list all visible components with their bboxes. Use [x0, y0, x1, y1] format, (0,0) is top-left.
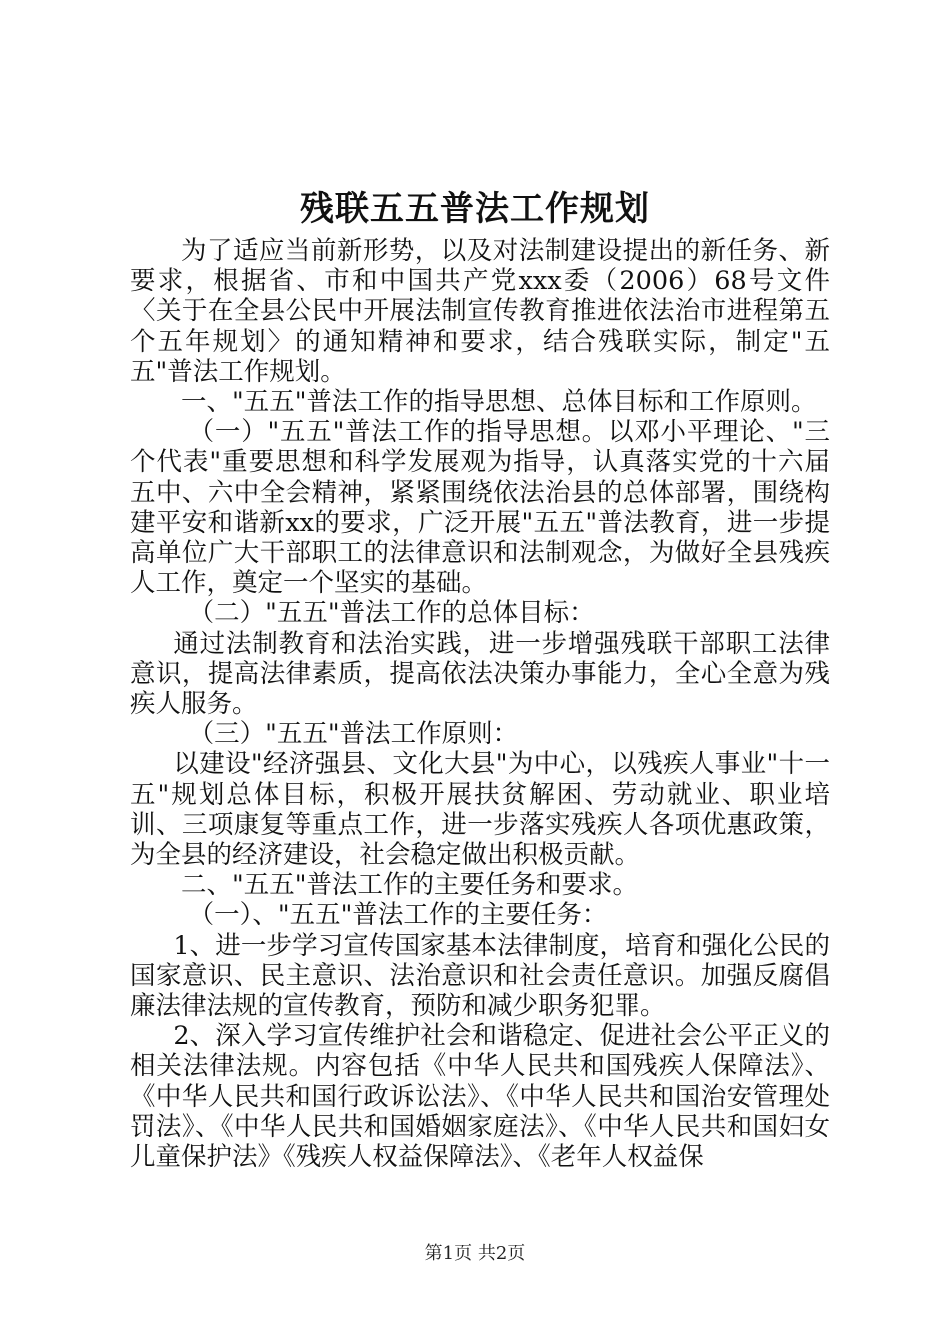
paragraph-intro: 为了适应当前新形势，以及对法制建设提出的新任务、新要求，根据省、市和中国共产党xxx委（2006）68号文件〈关于在全县公民中开展法制宣传教育推进依法治市进程第五个五年规划〉的通知精神和要求，结合残联实际，制定"五五"普法工作规划。 — [130, 236, 830, 387]
paragraph-task-1: 1、进一步学习宣传国家基本法律制度，培育和强化公民的国家意识、民主意识、法治意识和社会责任意识。加强反腐倡廉法律法规的宣传教育，预防和减少职务犯罪。 — [130, 930, 830, 1022]
paragraph-task-2: 2、深入学习宣传维护社会和谐稳定、促进社会公平正义的相关法律法规。内容包括《中华人民共和国残疾人保障法》、《中华人民共和国行政诉讼法》、《中华人民共和国治安管理处罚法》、《中华人民共和国婚姻家庭法》、《中华人民共和国妇女儿童保护法》《残疾人权益保障法》、《老年人权益保 — [130, 1021, 830, 1173]
paragraph-work-principles: 以建设"经济强县、文化大县"为中心，以残疾人事业"十一五"规划总体目标，积极开展扶贫解困、劳动就业、职业培训、三项康复等重点工作，进一步落实残疾人各项优惠政策，为全县的经济建设，社会稳定做出积极贡献。 — [130, 749, 830, 871]
subheading-main-tasks: （一）、"五五"普法工作的主要任务： — [188, 900, 608, 931]
section-heading-2: 二、"五五"普法工作的主要任务和要求。 — [181, 870, 638, 901]
subheading-work-principles: （三）"五五"普法工作原则： — [188, 719, 519, 750]
subheading-overall-goal: （二）"五五"普法工作的总体目标： — [188, 598, 595, 629]
paragraph-overall-goal: 通过法制教育和法治实践，进一步增强残联干部职工法律意识，提高法律素质，提高依法决策办事能力，全心全意为残疾人服务。 — [130, 628, 830, 720]
page-number-footer: 第1页 共2页 — [424, 1243, 526, 1264]
section-heading-1: 一、"五五"普法工作的指导思想、总体目标和工作原则。 — [181, 387, 817, 418]
document-title: 残联五五普法工作规划 — [300, 189, 650, 229]
document-body — [130, 236, 830, 1172]
paragraph-guiding-thought: （一）"五五"普法工作的指导思想。以邓小平理论、"三个代表"重要思想和科学发展观为指导，认真落实党的十六届五中、六中全会精神，紧紧围绕依法治县的总体部署，围绕构建平安和谐新xx的要求，广泛开展"五五"普法教育，进一步提高单位广大干部职工的法律意识和法制观念，为做好全县残疾人工作，奠定一个坚实的基础。 — [130, 417, 830, 599]
